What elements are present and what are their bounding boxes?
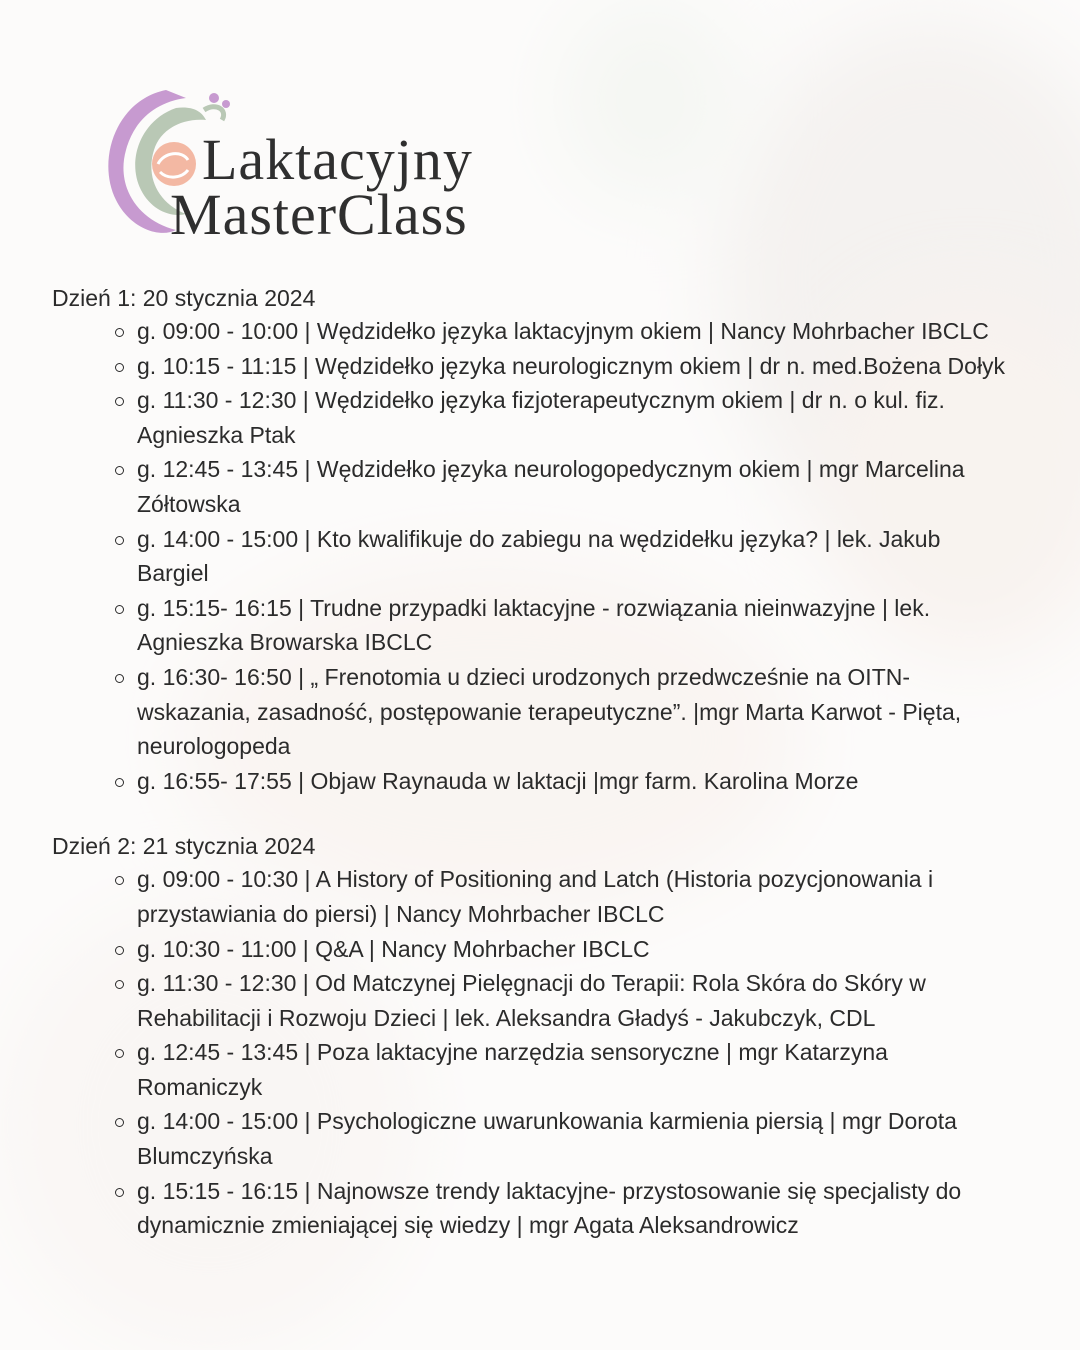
session-item: g. 09:00 - 10:00 | Wędzidełko języka laktacyjnym okiem | Nancy Mohrbacher IBCLC [137, 314, 1032, 349]
session-item: g. 11:30 - 12:30 | Od Matczynej Pielęgnacji do Terapii: Rola Skóra do Skóry w Rehabilitacji i Rozwoju Dzieci | lek. Aleksandra Gładyś - Jakubczyk, CDL [137, 966, 1032, 1035]
session-item: g. 10:30 - 11:00 | Q&A | Nancy Mohrbacher IBCLC [137, 932, 1032, 967]
session-item: g. 14:00 - 15:00 | Kto kwalifikuje do zabiegu na wędzidełku języka? | lek. Jakub Bargiel [137, 522, 1032, 591]
session-item: g. 12:45 - 13:45 | Wędzidełko języka neurologopedycznym okiem | mgr Marcelina Zółtowska [137, 452, 1032, 521]
session-item: g. 15:15- 16:15 | Trudne przypadki laktacyjne - rozwiązania nieinwazyjne | lek. Agnieszka Browarska IBCLC [137, 591, 1032, 660]
day-1 [52, 282, 1032, 798]
session-item: g. 09:00 - 10:30 | A History of Positioning and Latch (Historia pozycjonowania i przystawiania do piersi) | Nancy Mohrbacher IBCLC [137, 862, 1032, 931]
session-list [52, 862, 1032, 1243]
brand-line2: MasterClass [170, 182, 468, 248]
session-item: g. 15:15 - 16:15 | Najnowsze trendy laktacyjne- przystosowanie się specjalisty do dynamicznie zmieniającej się wiedzy | mgr Agata Aleksandrowicz [137, 1174, 1032, 1243]
session-item: g. 11:30 - 12:30 | Wędzidełko języka fizjoterapeutycznym okiem | dr n. o kul. fiz. Agnieszka Ptak [137, 383, 1032, 452]
day-title: Dzień 1: 20 stycznia 2024 [52, 285, 316, 311]
brand-logo [96, 80, 516, 250]
day-2 [52, 830, 1032, 1243]
session-list [52, 314, 1032, 798]
brand-line1: Laktacyjny [202, 127, 473, 192]
schedule [52, 282, 1032, 1243]
session-item: g. 12:45 - 13:45 | Poza laktacyjne narzędzia sensoryczne | mgr Katarzyna Romaniczyk [137, 1035, 1032, 1104]
session-item: g. 14:00 - 15:00 | Psychologiczne uwarunkowania karmienia piersią | mgr Dorota Blumczyńska [137, 1104, 1032, 1173]
brand-wordmark [170, 127, 473, 248]
session-item: g. 10:15 - 11:15 | Wędzidełko języka neurologicznym okiem | dr n. med.Bożena Dołyk [137, 349, 1032, 384]
session-item: g. 16:30- 16:50 | „ Frenotomia u dzieci urodzonych przedwcześnie na OITN-wskazania, zasadność, postępowanie terapeutyczne”. |mgr Marta Karwot - Pięta, neurologopeda [137, 660, 1032, 764]
day-title: Dzień 2: 21 stycznia 2024 [52, 833, 316, 860]
session-item: g. 16:55- 17:55 | Objaw Raynauda w laktacji |mgr farm. Karolina Morze [137, 764, 1032, 799]
